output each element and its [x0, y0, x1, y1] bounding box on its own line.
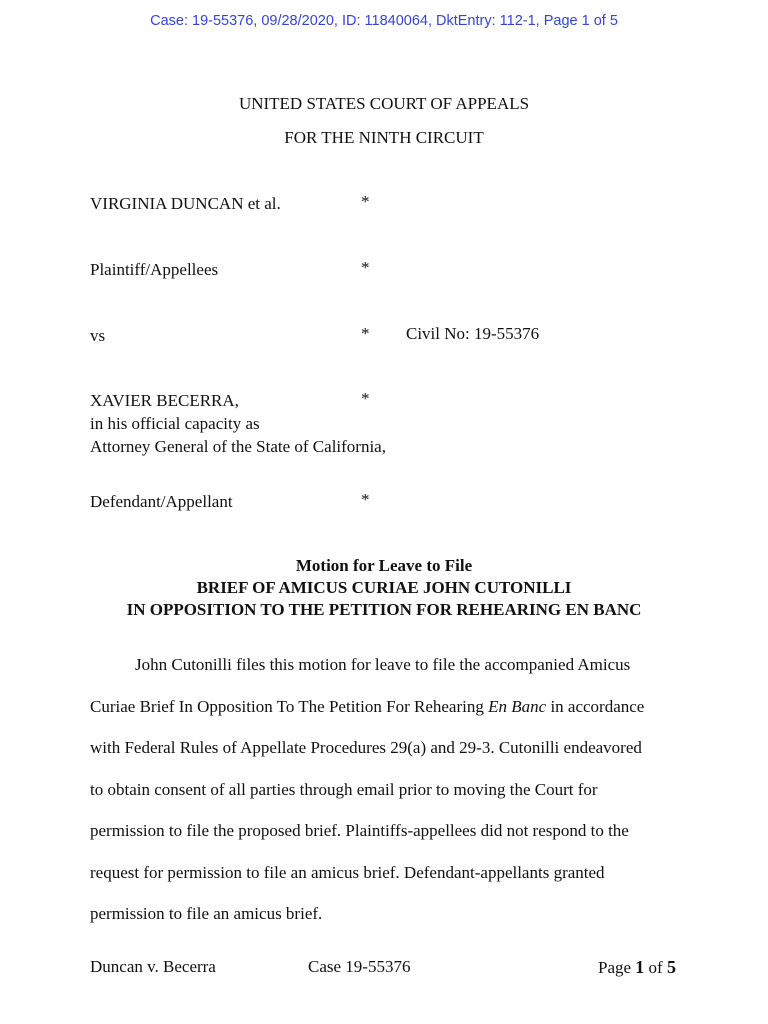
plaintiff-role: Plaintiff/Appellees	[90, 260, 219, 279]
defendant-name: XAVIER BECERRA,	[90, 391, 239, 410]
body-line: permission to file the proposed brief. Plaintiffs-appellees did not respond to the	[90, 821, 629, 840]
motion-title	[0, 555, 768, 621]
body-line	[90, 686, 690, 728]
body-line: permission to file an amicus brief.	[90, 904, 323, 923]
page-word: Page	[598, 958, 636, 977]
versus-label: vs	[90, 326, 106, 345]
defendant-capacity: in his official capacity as	[90, 414, 260, 433]
body-line: with Federal Rules of Appellate Procedures 29(a) and 29-3. Cutonilli endeavored	[90, 738, 642, 757]
en-banc-italic: En Banc	[488, 696, 547, 716]
page-number: 1	[635, 957, 645, 977]
body-line: John Cutonilli files this motion for leave to file the accompanied Amicus	[135, 655, 631, 674]
defendant-role: Defendant/Appellant	[90, 492, 233, 511]
plaintiff-name: VIRGINIA DUNCAN et al.	[90, 194, 281, 213]
caption-star: *	[361, 258, 370, 277]
footer-page-indicator	[598, 957, 676, 978]
civil-number: Civil No: 19-55376	[406, 324, 540, 343]
motion-body	[90, 644, 690, 935]
footer-case-name: Duncan v. Becerra	[90, 957, 216, 976]
of-word: of	[644, 958, 667, 977]
body-line: to obtain consent of all parties through email prior to moving the Court for	[90, 779, 598, 799]
motion-title-line3: IN OPPOSITION TO THE PETITION FOR REHEARING EN BANC	[126, 600, 642, 619]
docket-stamp: Case: 19-55376, 09/28/2020, ID: 11840064, DktEntry: 112-1, Page 1 of 5	[150, 13, 618, 29]
court-name-line1: UNITED STATES COURT OF APPEALS	[238, 94, 530, 113]
court-name-line2: FOR THE NINTH CIRCUIT	[284, 128, 484, 147]
caption-star: *	[361, 389, 370, 408]
footer-case-number: Case 19-55376	[308, 957, 411, 976]
motion-title-line1: Motion for Leave to File	[295, 556, 473, 575]
body-text-span: in accordance	[546, 696, 645, 716]
body-line: request for permission to file an amicus brief. Defendant-appellants granted	[90, 862, 605, 882]
defendant-title: Attorney General of the State of California,	[90, 437, 386, 456]
caption-star: *	[361, 490, 370, 509]
caption-star: *	[361, 192, 370, 211]
motion-title-line2: BRIEF OF AMICUS CURIAE JOHN CUTONILLI	[196, 578, 572, 597]
defendant-block	[90, 389, 386, 458]
page-total: 5	[666, 957, 676, 977]
caption-star: *	[361, 324, 370, 343]
body-text-span: Curiae Brief In Opposition To The Petition For Rehearing	[90, 696, 489, 716]
